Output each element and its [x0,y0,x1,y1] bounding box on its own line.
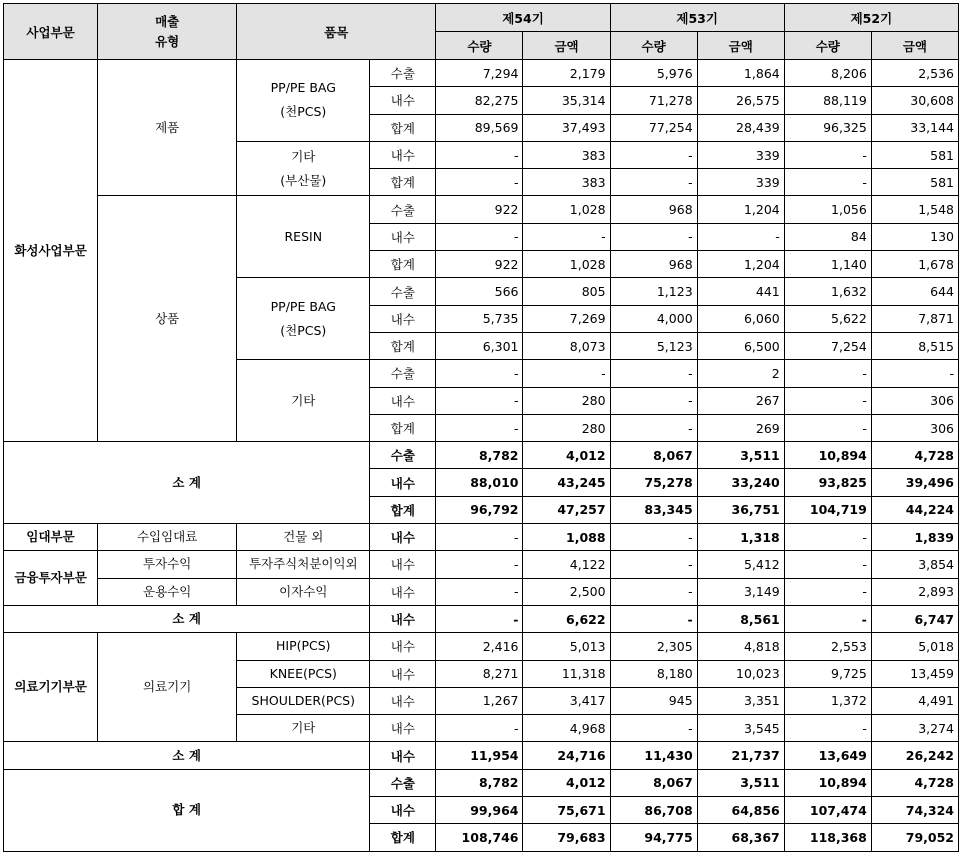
item-pp-bag-text: (천PCS) [280,104,327,120]
sale-kind: 합계 [370,496,436,523]
qty-cell: - [784,360,871,387]
segment-medical [4,633,98,742]
qty-cell: - [784,387,871,414]
amount-cell: 1,548 [871,196,958,223]
item-shoulder-text: SHOULDER(PCS) [251,692,355,708]
sale-kind: 내수 [370,660,436,687]
sales-type-goods [98,196,237,442]
qty-cell: 8,206 [784,60,871,87]
qty-cell: - [784,169,871,196]
header-amount: 금액 [697,32,784,60]
qty-cell: - [610,223,697,250]
item-etc-text: 기타 [291,392,316,408]
qty-cell: 8,782 [436,769,523,796]
sale-kind: 수출 [370,769,436,796]
item-knee-text: KNEE(PCS) [269,665,337,681]
qty-cell: 945 [610,687,697,714]
sales-type-medical-device-text: 의료기기 [143,679,192,695]
qty-cell: 1,632 [784,278,871,305]
amount-cell: 1,318 [697,524,784,551]
item-knee [237,660,370,687]
amount-cell: 24,716 [523,742,610,769]
amount-cell: 339 [697,169,784,196]
item-hip-text: HIP(PCS) [275,638,331,654]
amount-cell: 306 [871,414,958,441]
qty-cell: - [436,360,523,387]
qty-cell: 96,325 [784,114,871,141]
qty-cell: 84 [784,223,871,250]
amount-cell: 13,459 [871,660,958,687]
subtotal-medical [4,742,370,769]
qty-cell: 89,569 [436,114,523,141]
qty-cell: - [436,387,523,414]
amount-cell: - [523,360,610,387]
qty-cell: 4,000 [610,305,697,332]
item-pp-bag [237,278,370,360]
amount-cell: 4,012 [523,769,610,796]
qty-cell: - [436,141,523,168]
qty-cell: - [610,578,697,605]
amount-cell: 4,728 [871,769,958,796]
header-amount: 금액 [523,32,610,60]
item-etc [237,715,370,742]
sale-kind: 합계 [370,824,436,851]
item-etc-byproduct-text: 기타 [291,148,316,164]
amount-cell: 6,060 [697,305,784,332]
amount-cell: 1,088 [523,524,610,551]
qty-cell: 2,553 [784,633,871,660]
item-resin-text: RESIN [284,228,323,244]
amount-cell: 267 [697,387,784,414]
amount-cell: 805 [523,278,610,305]
amount-cell: 1,028 [523,196,610,223]
item-interest-income [237,578,370,605]
sale-kind: 수출 [370,60,436,87]
qty-cell: - [610,141,697,168]
qty-cell: 94,775 [610,824,697,851]
subtotal-medical-text: 소 계 [172,747,201,763]
qty-cell: - [436,578,523,605]
table-row [4,551,959,578]
amount-cell: 2,536 [871,60,958,87]
sale-kind: 내수 [370,524,436,551]
amount-cell: 26,575 [697,87,784,114]
sale-kind: 내수 [370,715,436,742]
item-etc-text: 기타 [291,720,316,736]
qty-cell: 566 [436,278,523,305]
qty-cell: 104,719 [784,496,871,523]
qty-cell: - [784,141,871,168]
amount-cell: 33,240 [697,469,784,496]
item-resin [237,196,370,278]
amount-cell: 28,439 [697,114,784,141]
sales-type-operating-income-text: 운용수익 [143,583,192,599]
table-row [4,196,959,223]
item-etc-byproduct-text: (부산물) [280,172,327,188]
qty-cell: 107,474 [784,797,871,824]
sale-kind: 내수 [370,469,436,496]
qty-cell: 1,123 [610,278,697,305]
qty-cell: 8,067 [610,442,697,469]
sale-kind: 내수 [370,578,436,605]
sales-type-product [98,60,237,196]
sale-kind: 합계 [370,332,436,359]
amount-cell: 2,179 [523,60,610,87]
header-sales-type-line2: 유형 [155,33,180,49]
qty-cell: 1,372 [784,687,871,714]
qty-cell: 71,278 [610,87,697,114]
header-period-53: 제53기 [610,4,784,32]
amount-cell: 1,864 [697,60,784,87]
sale-kind: 내수 [370,87,436,114]
amount-cell: 2,893 [871,578,958,605]
amount-cell: 1,678 [871,251,958,278]
qty-cell: - [784,524,871,551]
header-qty: 수량 [610,32,697,60]
amount-cell: 5,018 [871,633,958,660]
grand-total-text: 합 계 [172,802,201,818]
qty-cell: 9,725 [784,660,871,687]
amount-cell: 7,871 [871,305,958,332]
sale-kind: 내수 [370,387,436,414]
subtotal-chemical [4,442,370,524]
qty-cell: 88,010 [436,469,523,496]
table-row [4,633,959,660]
amount-cell: 11,318 [523,660,610,687]
sale-kind: 수출 [370,360,436,387]
header-item: 품목 [237,4,436,60]
qty-cell: 6,301 [436,332,523,359]
amount-cell: 10,023 [697,660,784,687]
header-period-54: 제54기 [436,4,610,32]
table-row [4,605,959,632]
amount-cell: 6,500 [697,332,784,359]
table-row [4,742,959,769]
amount-cell: 64,856 [697,797,784,824]
segment-rental-text: 임대부문 [26,529,75,545]
qty-cell: 13,649 [784,742,871,769]
qty-cell: 2,416 [436,633,523,660]
amount-cell: 1,204 [697,196,784,223]
amount-cell: 4,818 [697,633,784,660]
header-period-52: 제52기 [784,4,958,32]
sale-kind: 내수 [370,305,436,332]
sales-type-product-text: 제품 [155,119,180,135]
qty-cell: 77,254 [610,114,697,141]
amount-cell: 130 [871,223,958,250]
amount-cell: 6,747 [871,605,958,632]
sales-type-medical-device [98,633,237,742]
item-pp-bag-text: PP/PE BAG [270,80,336,96]
item-stock-gain-text: 투자주식처분이익외 [248,556,358,572]
qty-cell: - [784,605,871,632]
sale-kind: 합계 [370,251,436,278]
qty-cell: 7,294 [436,60,523,87]
qty-cell: 118,368 [784,824,871,851]
amount-cell: 79,683 [523,824,610,851]
amount-cell: 7,269 [523,305,610,332]
qty-cell: 99,964 [436,797,523,824]
amount-cell: 280 [523,387,610,414]
qty-cell: 5,735 [436,305,523,332]
item-etc-byproduct [237,141,370,196]
subtotal-finance [4,605,370,632]
qty-cell: 96,792 [436,496,523,523]
sale-kind: 내수 [370,551,436,578]
sale-kind: 내수 [370,742,436,769]
grand-total [4,769,370,851]
qty-cell: 8,782 [436,442,523,469]
qty-cell: 1,140 [784,251,871,278]
qty-cell: 10,894 [784,769,871,796]
amount-cell: 1,839 [871,524,958,551]
item-hip [237,633,370,660]
segment-chemical [4,60,98,442]
qty-cell: - [784,551,871,578]
header-amount: 금액 [871,32,958,60]
qty-cell: - [784,414,871,441]
qty-cell: - [610,605,697,632]
qty-cell: - [784,578,871,605]
amount-cell: 4,728 [871,442,958,469]
qty-cell: 7,254 [784,332,871,359]
amount-cell: 30,608 [871,87,958,114]
sale-kind: 내수 [370,687,436,714]
item-etc [237,360,370,442]
amount-cell: 306 [871,387,958,414]
qty-cell: 968 [610,196,697,223]
segment-chemical-text: 화성사업부문 [14,242,87,258]
amount-cell: 33,144 [871,114,958,141]
amount-cell: 35,314 [523,87,610,114]
amount-cell: 1,028 [523,251,610,278]
amount-cell: 3,545 [697,715,784,742]
item-pp-bag-text: PP/PE BAG [270,298,336,314]
amount-cell: 4,012 [523,442,610,469]
amount-cell: 2,500 [523,578,610,605]
amount-cell: 441 [697,278,784,305]
qty-cell: - [610,551,697,578]
item-interest-income-text: 이자수익 [279,583,328,599]
sale-kind: 합계 [370,169,436,196]
sale-kind: 합계 [370,414,436,441]
item-pp-bag-text: (천PCS) [280,322,327,338]
qty-cell: 922 [436,196,523,223]
qty-cell: 86,708 [610,797,697,824]
segment-rental [4,524,98,551]
qty-cell: - [610,360,697,387]
qty-cell: 10,894 [784,442,871,469]
amount-cell: 3,149 [697,578,784,605]
header-qty: 수량 [784,32,871,60]
amount-cell: 383 [523,169,610,196]
subtotal-finance-text: 소 계 [172,611,201,627]
amount-cell: 44,224 [871,496,958,523]
qty-cell: 8,067 [610,769,697,796]
amount-cell: 339 [697,141,784,168]
item-pp-bag [237,60,370,142]
qty-cell: 2,305 [610,633,697,660]
qty-cell: 11,954 [436,742,523,769]
amount-cell: 280 [523,414,610,441]
amount-cell: 269 [697,414,784,441]
sale-kind: 내수 [370,223,436,250]
amount-cell: 75,671 [523,797,610,824]
amount-cell: 8,561 [697,605,784,632]
amount-cell: 43,245 [523,469,610,496]
amount-cell: 1,204 [697,251,784,278]
qty-cell: 8,271 [436,660,523,687]
sale-kind: 수출 [370,442,436,469]
qty-cell: 8,180 [610,660,697,687]
amount-cell: 21,737 [697,742,784,769]
sales-type-operating-income [98,578,237,605]
qty-cell: - [436,169,523,196]
amount-cell: 4,122 [523,551,610,578]
amount-cell: 68,367 [697,824,784,851]
qty-cell: 1,056 [784,196,871,223]
item-stock-gain [237,551,370,578]
qty-cell: - [436,551,523,578]
amount-cell: 39,496 [871,469,958,496]
header-sales-type-line1: 매출 [155,13,180,29]
subtotal-chemical-text: 소 계 [172,474,201,490]
qty-cell: - [436,223,523,250]
amount-cell: 3,274 [871,715,958,742]
item-shoulder [237,687,370,714]
amount-cell: 3,511 [697,442,784,469]
amount-cell: 383 [523,141,610,168]
sale-kind: 합계 [370,114,436,141]
segment-medical-text: 의료기기부문 [14,679,87,695]
qty-cell: 75,278 [610,469,697,496]
item-building-text: 건물 외 [283,529,324,545]
qty-cell: - [436,524,523,551]
header-sales-type [98,4,237,60]
qty-cell: 5,976 [610,60,697,87]
amount-cell: 581 [871,169,958,196]
table-row [4,442,959,469]
sales-type-invest-income [98,551,237,578]
amount-cell: 4,491 [871,687,958,714]
sales-type-rental-income-text: 수입임대료 [136,529,198,545]
qty-cell: - [610,169,697,196]
amount-cell: 2 [697,360,784,387]
qty-cell: 5,622 [784,305,871,332]
qty-cell: 11,430 [610,742,697,769]
qty-cell: - [610,387,697,414]
sale-kind: 내수 [370,633,436,660]
header-qty: 수량 [436,32,523,60]
amount-cell: 37,493 [523,114,610,141]
qty-cell: - [784,715,871,742]
amount-cell: 5,412 [697,551,784,578]
table-row [4,578,959,605]
amount-cell: - [523,223,610,250]
qty-cell: 83,345 [610,496,697,523]
amount-cell: 79,052 [871,824,958,851]
sale-kind: 수출 [370,278,436,305]
qty-cell: 82,275 [436,87,523,114]
header-segment: 사업부문 [4,4,98,60]
amount-cell: 6,622 [523,605,610,632]
sale-kind: 수출 [370,196,436,223]
qty-cell: 5,123 [610,332,697,359]
amount-cell: 47,257 [523,496,610,523]
item-building [237,524,370,551]
qty-cell: - [610,414,697,441]
sale-kind: 내수 [370,797,436,824]
qty-cell: 968 [610,251,697,278]
amount-cell: 3,417 [523,687,610,714]
amount-cell: 3,511 [697,769,784,796]
qty-cell: - [436,715,523,742]
qty-cell: 88,119 [784,87,871,114]
amount-cell: - [697,223,784,250]
table-row [4,524,959,551]
amount-cell: 644 [871,278,958,305]
amount-cell: 3,854 [871,551,958,578]
qty-cell: - [610,524,697,551]
qty-cell: - [610,715,697,742]
table-row [4,769,959,796]
sale-kind: 내수 [370,605,436,632]
segment-finance-text: 금융투자부문 [14,570,87,586]
amount-cell: 4,968 [523,715,610,742]
table-row [4,60,959,87]
amount-cell: 8,073 [523,332,610,359]
sale-kind: 내수 [370,141,436,168]
sales-type-rental-income [98,524,237,551]
amount-cell: 8,515 [871,332,958,359]
sales-type-invest-income-text: 투자수익 [143,556,192,572]
amount-cell: 5,013 [523,633,610,660]
sales-type-goods-text: 상품 [155,310,180,326]
sales-table [3,3,959,852]
amount-cell: 581 [871,141,958,168]
amount-cell: 74,324 [871,797,958,824]
qty-cell: - [436,605,523,632]
amount-cell: 3,351 [697,687,784,714]
segment-finance [4,551,98,606]
qty-cell: - [436,414,523,441]
qty-cell: 93,825 [784,469,871,496]
amount-cell: 36,751 [697,496,784,523]
qty-cell: 108,746 [436,824,523,851]
qty-cell: 922 [436,251,523,278]
qty-cell: 1,267 [436,687,523,714]
amount-cell: 26,242 [871,742,958,769]
amount-cell: - [871,360,958,387]
